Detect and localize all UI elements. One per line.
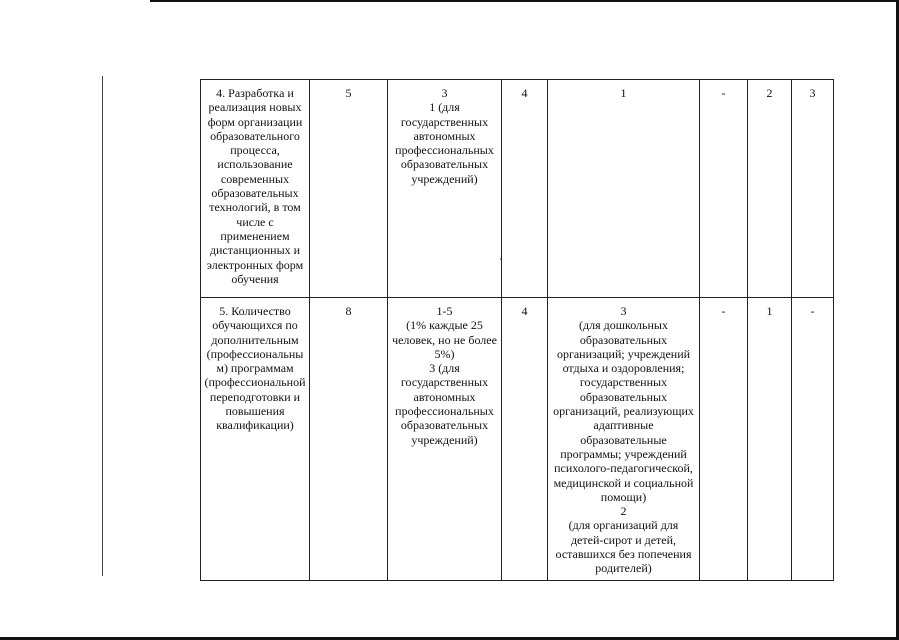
cell-line: организаций; учреждений xyxy=(556,346,691,361)
cell-line: помощи) xyxy=(600,489,647,504)
cell-line: 3 xyxy=(620,304,627,318)
cell-line: автономных xyxy=(413,389,476,404)
cell-line: (для организаций для xyxy=(568,518,679,533)
cell-line: отдыха и оздоровления; xyxy=(562,361,685,376)
criterion-line: повышения xyxy=(225,404,285,419)
criterion-line: форм организации xyxy=(207,114,303,129)
criterion-line: числе с xyxy=(236,214,274,229)
cell-line: 1 (для xyxy=(429,100,460,115)
max-score-cell: 5 xyxy=(310,80,388,298)
criterion-line: (профессиональны xyxy=(206,346,304,361)
criterion-line: образовательных xyxy=(211,186,299,201)
page-margin-line xyxy=(102,76,103,576)
score-cell-col5 xyxy=(548,80,700,298)
cell-line: детей-сирот и детей, xyxy=(570,532,677,547)
cell-line: 5%) xyxy=(434,346,455,361)
cell-line: программы; учреждений xyxy=(560,446,687,461)
cell-line: психолого-педагогической, xyxy=(554,461,693,476)
cell-line: адаптивные xyxy=(593,418,654,433)
scan-edge-top xyxy=(150,0,899,2)
cell-line: образовательных xyxy=(400,157,489,172)
cell-line: государственных xyxy=(400,375,489,390)
cell-line: 2 xyxy=(620,504,627,519)
criterion-line: применением xyxy=(220,228,290,243)
cell-line: 3 xyxy=(441,86,448,100)
score-cell-col5 xyxy=(548,298,700,581)
score-cell-col4: 4 xyxy=(502,80,548,298)
criterion-line: 5. Количество xyxy=(219,304,291,318)
cell-line: (1% каждые 25 xyxy=(406,318,483,333)
criterion-line: (профессиональной xyxy=(204,375,306,390)
score-cell-col3 xyxy=(388,298,502,581)
criterion-cell xyxy=(201,298,310,581)
criterion-line: технологий, в том xyxy=(209,200,301,215)
table-row xyxy=(201,298,834,581)
cell-line: родителей) xyxy=(595,561,652,576)
score-cell-col7: 2 xyxy=(748,80,792,298)
criterion-line: использование xyxy=(217,157,293,172)
criterion-line: обучения xyxy=(231,271,279,286)
cell-line: образовательных xyxy=(400,418,489,433)
cell-line: учреждений) xyxy=(411,432,478,447)
criterion-line: электронных форм xyxy=(206,257,304,272)
score-cell-col7: 1 xyxy=(748,298,792,581)
score-cell-col8: 3 xyxy=(792,80,834,298)
criterion-line: современных xyxy=(220,171,290,186)
score-cell-col6: - xyxy=(700,298,748,581)
cell-line: профессиональных xyxy=(395,143,494,158)
criterion-line: процесса, xyxy=(230,143,280,158)
cell-line: 3 (для xyxy=(429,361,460,376)
score-cell-col4: 4 xyxy=(502,298,548,581)
criterion-line: м) программам xyxy=(216,361,294,376)
criterion-line: дистанционных и xyxy=(209,243,301,258)
criterion-line: обучающихся по xyxy=(212,318,298,333)
cell-line: профессиональных xyxy=(395,404,494,419)
criterion-line: 4. Разработка и xyxy=(216,86,294,100)
score-cell-col8: - xyxy=(792,298,834,581)
cell-line: учреждений) xyxy=(411,171,478,186)
criterion-line: дополнительным xyxy=(211,332,299,347)
criterion-line: образовательного xyxy=(210,128,300,143)
max-score-cell: 8 xyxy=(310,298,388,581)
cell-line: медицинской и социальной xyxy=(553,475,694,490)
criterion-cell xyxy=(201,80,310,298)
cell-line: государственных xyxy=(400,114,489,129)
cell-line: автономных xyxy=(413,128,476,143)
cell-line: организаций, реализующих xyxy=(553,404,694,419)
score-cell-col3 xyxy=(388,80,502,298)
score-cell-col6: - xyxy=(700,80,748,298)
criterion-line: реализация новых xyxy=(208,100,302,115)
cell-line: 1-5 xyxy=(436,304,453,318)
cell-line: оставшихся без попечения xyxy=(555,547,692,562)
table-row xyxy=(201,80,834,298)
cell-line: образовательных xyxy=(579,332,668,347)
criterion-line: квалификации) xyxy=(216,418,294,433)
criteria-table xyxy=(200,79,834,581)
cell-line: (для дошкольных xyxy=(579,318,668,333)
criterion-line: переподготовки и xyxy=(209,389,301,404)
cell-line: образовательные xyxy=(580,432,667,447)
cell-line: 1 xyxy=(620,86,627,100)
cell-line: человек, но не более xyxy=(392,332,497,347)
cell-line: образовательных xyxy=(579,389,668,404)
cell-line: государственных xyxy=(579,375,668,390)
